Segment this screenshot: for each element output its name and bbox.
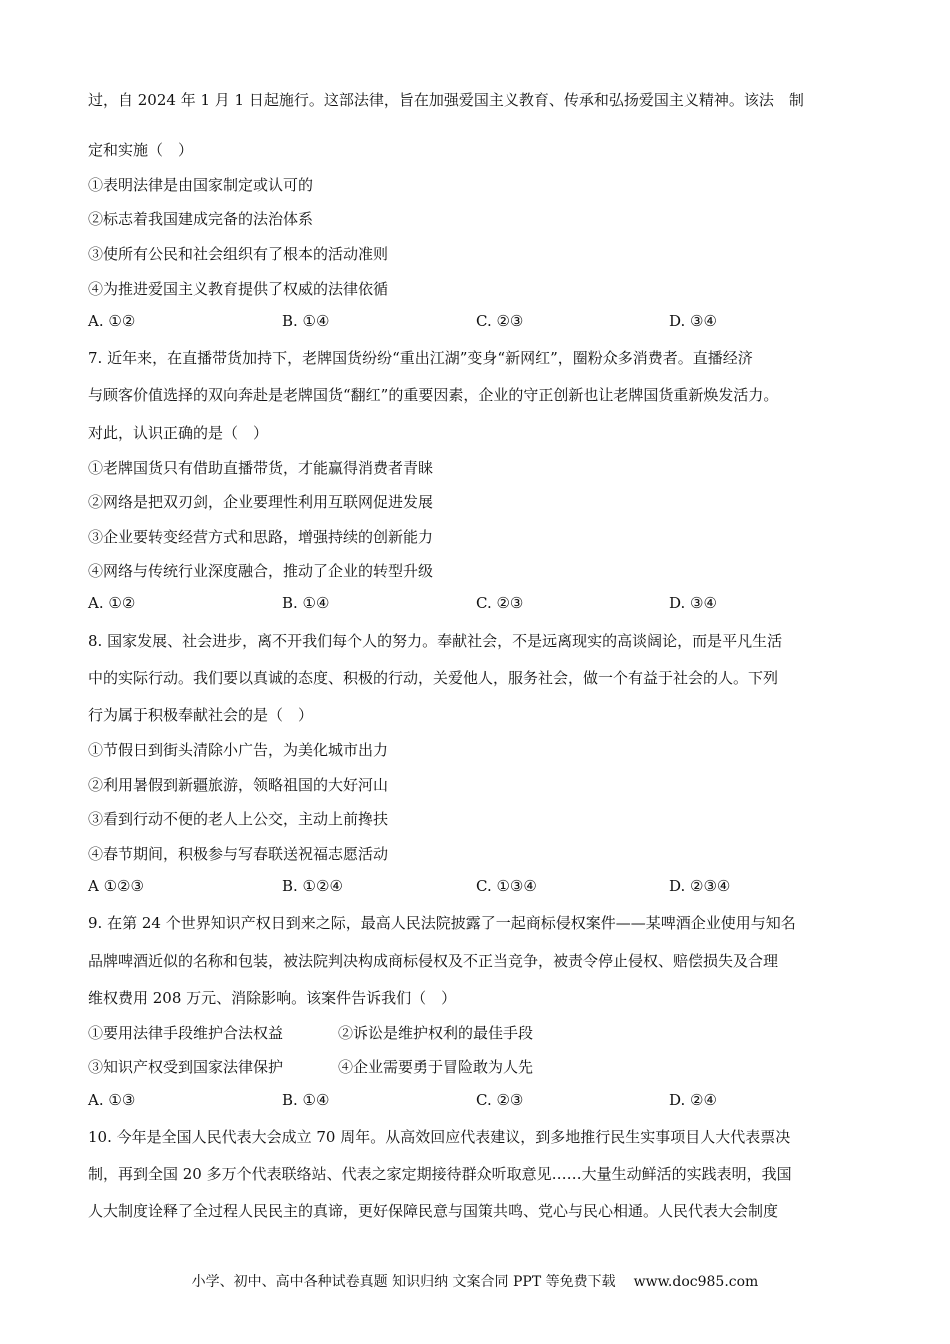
- q8-option-a: A ①②③: [88, 877, 144, 895]
- q8-stem-line-3: 行为属于积极奉献社会的是（ ）: [88, 706, 314, 724]
- q6-stem-line-2: 定和实施（ ）: [88, 141, 194, 159]
- q9-item-4: ④企业需要勇于冒险敢为人先: [338, 1058, 534, 1076]
- q7-option-b: B. ①④: [282, 594, 330, 612]
- q9-option-d: D. ②④: [669, 1091, 717, 1109]
- q7-item-4: ④网络与传统行业深度融合，推动了企业的转型升级: [88, 562, 434, 580]
- q9-stem-line-2: 品牌啤酒近似的名称和包装，被法院判决构成商标侵权及不正当竞争，被责令停止侵权、赔偿损失及合理: [88, 952, 779, 970]
- q10-stem-line-3: 人大制度诠释了全过程人民民主的真谛，更好保障民意与国策共鸣、党心与民心相通。人民代表大会制度: [88, 1202, 779, 1220]
- q8-item-3: ③看到行动不便的老人上公交，主动上前搀扶: [88, 810, 389, 828]
- footer-url: www.doc985.com: [633, 1274, 759, 1290]
- q7-stem-line-1: 7. 近年来，在直播带货加持下，老牌国货纷纷“重出江湖”变身“新网红”，圈粉众多消费者。直播经济: [88, 349, 753, 367]
- q8-item-2: ②利用暑假到新疆旅游，领略祖国的大好河山: [88, 776, 389, 794]
- q7-item-3: ③企业要转变经营方式和思路，增强持续的创新能力: [88, 528, 434, 546]
- q7-option-d: D. ③④: [669, 594, 717, 612]
- q8-stem-line-1: 8. 国家发展、社会进步，离不开我们每个人的努力。奉献社会，不是远离现实的高谈阔论，而是平凡生活: [88, 632, 783, 650]
- q6-option-b: B. ①④: [282, 312, 330, 330]
- q9-stem-line-3: 维权费用 208 万元、消除影响。该案件告诉我们（ ）: [88, 989, 457, 1007]
- q6-item-2: ②标志着我国建成完备的法治体系: [88, 210, 314, 228]
- q7-stem-line-3: 对此，认识正确的是（ ）: [88, 424, 269, 442]
- q6-option-d: D. ③④: [669, 312, 717, 330]
- q8-item-1: ①节假日到街头清除小广告，为美化城市出力: [88, 741, 389, 759]
- q9-item-1: ①要用法律手段维护合法权益: [88, 1024, 284, 1042]
- q10-stem-line-1: 10. 今年是全国人民代表大会成立 70 周年。从高效回应代表建议，到多地推行民生实事项目人大代表票决: [88, 1128, 791, 1146]
- q10-stem-line-2: 制，再到全国 20 多万个代表联络站、代表之家定期接待群众听取意见……大量生动鲜活的实践表明，我国: [88, 1165, 792, 1183]
- q9-option-c: C. ②③: [476, 1091, 524, 1109]
- footer-text: 小学、初中、高中各种试卷真题 知识归纳 文案合同 PPT 等免费下载: [191, 1274, 616, 1290]
- q9-stem-line-1: 9. 在第 24 个世界知识产权日到来之际，最高人民法院披露了一起商标侵权案件——某啤酒企业使用与知名: [88, 914, 796, 932]
- q6-item-4: ④为推进爱国主义教育提供了权威的法律依循: [88, 280, 389, 298]
- q6-stem-line-1: 过，自 2024 年 1 月 1 日起施行。这部法律，旨在加强爱国主义教育、传承和弘扬爱国主义精神。该法 制: [88, 91, 804, 109]
- q9-item-2: ②诉讼是维护权利的最佳手段: [338, 1024, 534, 1042]
- q7-option-a: A. ①②: [88, 594, 136, 612]
- q9-option-b: B. ①④: [282, 1091, 330, 1109]
- q7-item-1: ①老牌国货只有借助直播带货，才能赢得消费者青睐: [88, 459, 434, 477]
- page-footer: [0, 1271, 950, 1291]
- q7-item-2: ②网络是把双刃剑，企业要理性利用互联网促进发展: [88, 493, 434, 511]
- q8-option-d: D. ②③④: [669, 877, 731, 895]
- q6-option-a: A. ①②: [88, 312, 136, 330]
- q6-option-c: C. ②③: [476, 312, 524, 330]
- q8-stem-line-2: 中的实际行动。我们要以真诚的态度、积极的行动，关爱他人，服务社会，做一个有益于社会的人。下列: [88, 669, 779, 687]
- q8-option-b: B. ①②④: [282, 877, 343, 895]
- q9-option-a: A. ①③: [88, 1091, 136, 1109]
- q7-option-c: C. ②③: [476, 594, 524, 612]
- q8-option-c: C. ①③④: [476, 877, 537, 895]
- q7-stem-line-2: 与顾客价值选择的双向奔赴是老牌国货“翻红”的重要因素，企业的守正创新也让老牌国货重新焕发活力。: [88, 386, 779, 404]
- q6-item-1: ①表明法律是由国家制定或认可的: [88, 176, 314, 194]
- q9-item-3: ③知识产权受到国家法律保护: [88, 1058, 284, 1076]
- q8-item-4: ④春节期间，积极参与写春联送祝福志愿活动: [88, 845, 389, 863]
- q6-item-3: ③使所有公民和社会组织有了根本的活动准则: [88, 245, 389, 263]
